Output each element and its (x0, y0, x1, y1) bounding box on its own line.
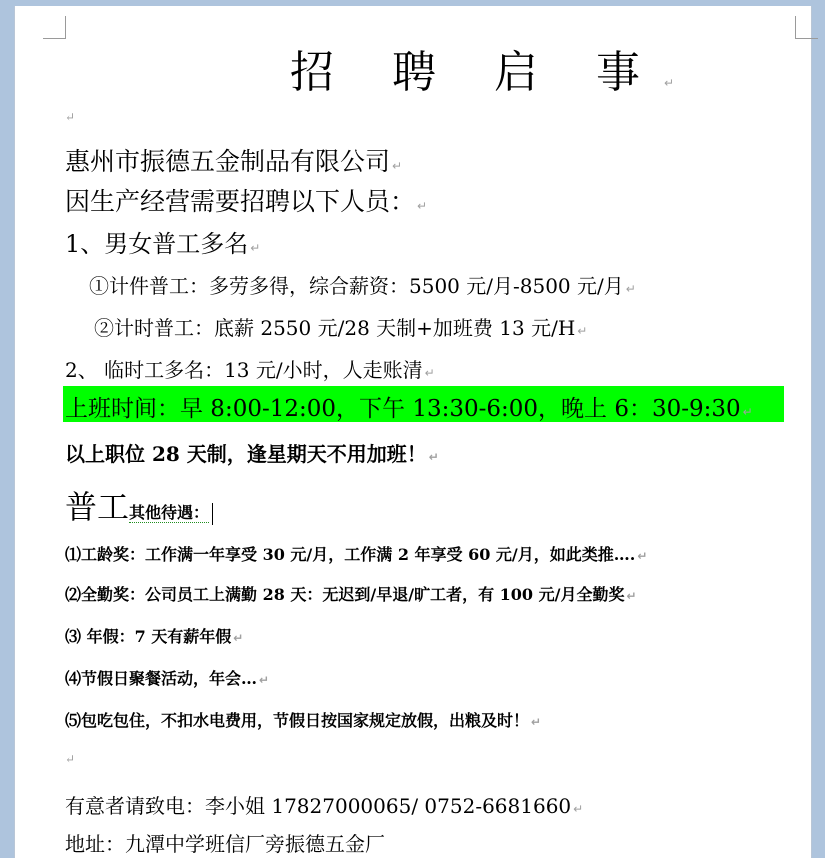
empty-paragraph[interactable]: ↵ (65, 752, 76, 766)
address-line[interactable]: 地址：九潭中学班信厂旁振德五金厂 (65, 832, 385, 856)
contact-line[interactable]: 有意者请致电：李小姐 17827000065/ 0752-6681660 ↵ (65, 794, 584, 818)
hourly-line[interactable]: ②计时普工：底薪 2550 元/28 天制+加班费 13 元/H ↵ (94, 316, 588, 340)
benefits-heading-small: 其他待遇： (129, 503, 210, 522)
benefit-item[interactable]: ⑸包吃包住，不扣水电费用，节假日按国家规定放假，出粮及时！ ↵ (65, 711, 542, 730)
empty-paragraph[interactable]: ↵ (65, 110, 76, 124)
work-note-line[interactable]: 以上职位 28 天制，逢星期天不用加班！ ↵ (65, 442, 439, 466)
benefit-item[interactable]: ⑶ 年假：7 天有薪年假 ↵ (65, 627, 244, 646)
benefit-item[interactable]: ⑷节假日聚餐活动，年会… ↵ (65, 669, 270, 688)
margin-corner-top-right (795, 16, 818, 39)
margin-corner-top-left (43, 16, 66, 39)
benefit-item[interactable]: ⑴工龄奖：工作满一年享受 30 元/月，工作满 2 年享受 60 元/月，如此类推…. ↵ (65, 545, 648, 564)
piece-rate-line[interactable]: ①计件普工：多劳多得，综合薪资：5500 元/月-8500 元/月 ↵ (89, 274, 636, 298)
intro-text[interactable]: 因生产经营需要招聘以下人员： ↵ (65, 187, 428, 216)
text-cursor (212, 503, 213, 525)
position-1-heading[interactable]: 1、男女普工多名 ↵ (65, 230, 261, 258)
document-title[interactable]: 招 聘 启 事 ↵ (290, 47, 697, 98)
benefits-heading[interactable] (65, 482, 213, 528)
benefits-heading-big: 普工 (65, 488, 130, 526)
benefit-item[interactable]: ⑵全勤奖：公司员工上满勤 28 天：无迟到/早退/旷工者，有 100 元/月全勤奖 ↵ (65, 585, 637, 604)
position-2-line[interactable]: 2、 临时工多名：13 元/小时，人走账清 ↵ (65, 358, 435, 382)
company-name[interactable]: 惠州市振德五金制品有限公司 ↵ (65, 147, 403, 176)
work-hours-line[interactable]: 上班时间：早 8:00-12:00，下午 13:30-6:00，晚上 6：30-9:30 ↵ (65, 396, 753, 422)
